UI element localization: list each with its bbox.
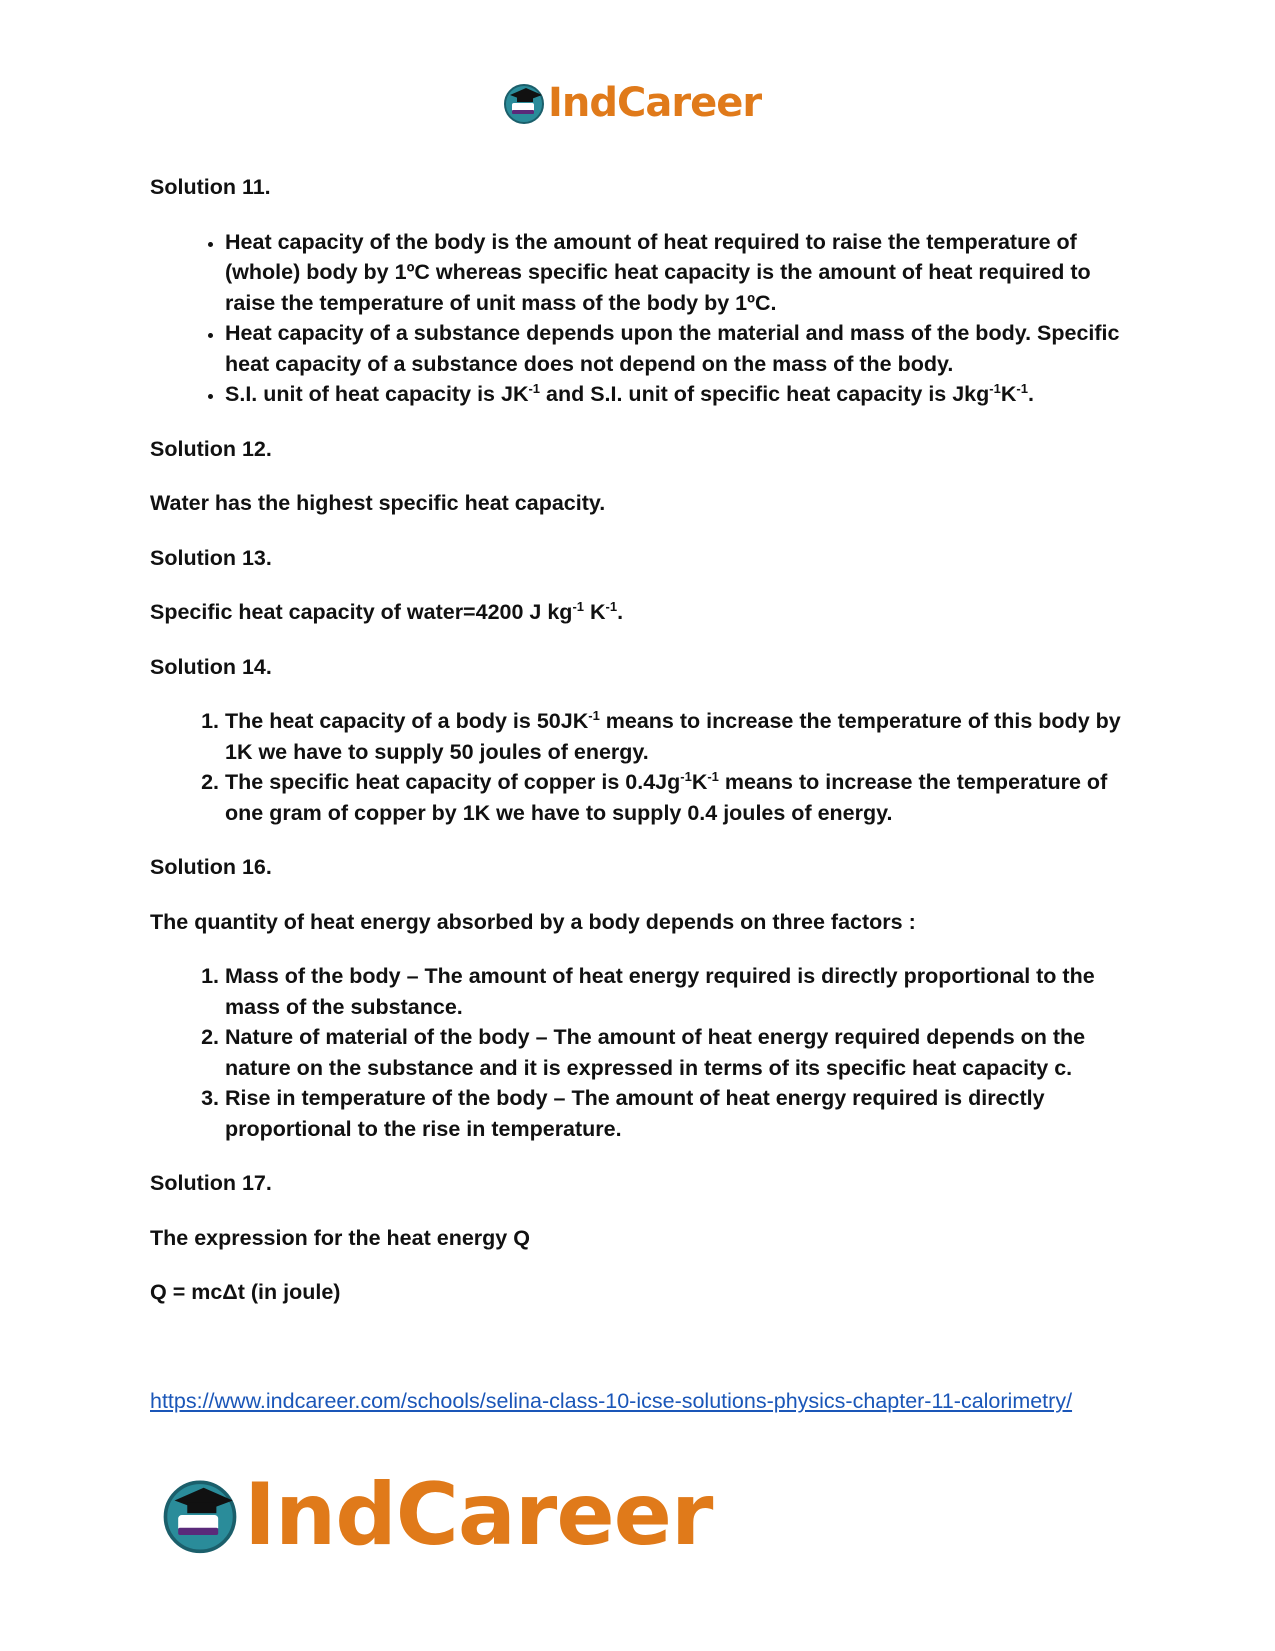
solution-11-list [150, 227, 1125, 410]
solution-12-heading: Solution 12. [150, 436, 272, 461]
source-link[interactable]: https://www.indcareer.com/schools/selina-class-10-icse-solutions-physics-chapter-11-calorimetry/ [150, 1389, 1073, 1413]
list-item-text: The heat capacity of a body is 50JK [225, 709, 589, 733]
solution-16-heading: Solution 16. [150, 855, 272, 879]
footer-logo [160, 1465, 712, 1565]
list-item-text: and S.I. unit of specific heat capacity is Jkg [540, 382, 990, 406]
list-item-text: K [691, 770, 708, 794]
solution-14-list [150, 706, 1125, 828]
list-item: 3. Rise in temperature of the body – The amount of heat energy required is directly proportional to the rise in temperature. [225, 1083, 1125, 1144]
logo-text: IndCareer [244, 1465, 713, 1565]
superscript: -1 [680, 769, 692, 784]
list-item: 1. Mass of the body – The amount of heat energy required is directly proportional to the mass of the substance. [225, 961, 1125, 1022]
list-item-text: K [1000, 382, 1017, 406]
list-item: 2. Nature of material of the body – The amount of heat energy required depends on the nature on the substance and it is expressed in terms of its specific heat capacity c. [225, 1022, 1125, 1083]
solution-12-text: Water has the highest specific heat capacity. [150, 491, 606, 515]
solution-14-heading: Solution 14. [150, 654, 272, 679]
solution-13-heading: Solution 13. [150, 545, 272, 570]
list-item [225, 318, 1125, 379]
text: . [617, 600, 624, 624]
list-item [225, 379, 1125, 410]
list-item [225, 227, 1125, 319]
list-item [225, 706, 1125, 767]
list-item-text: Heat capacity of a substance depends upon the material and mass of the body. Specific heat capacity of a substance does not depend on the mass of the body. [225, 321, 1120, 376]
graduation-cap-book-globe-icon [160, 1475, 240, 1555]
text: K [584, 600, 606, 624]
superscript: -1 [1016, 381, 1028, 396]
solution-17-text: The expression for the heat energy Q [150, 1225, 530, 1250]
document-body [150, 172, 1125, 1332]
list-item-text: means to increase the temperature of this body by 1K we have to supply 50 joules of energy. [225, 709, 1121, 764]
solution-17-formula: Q = mcΔt (in joule) [150, 1280, 341, 1304]
solution-11-heading: Solution 11. [150, 175, 271, 199]
superscript: -1 [989, 381, 1001, 396]
logo-text: IndCareer [548, 80, 762, 126]
superscript: -1 [572, 599, 585, 614]
graduation-cap-book-globe-icon [502, 81, 546, 125]
text: Specific heat capacity of water=4200 J kg [150, 600, 573, 624]
superscript: -1 [605, 599, 618, 614]
solution-16-list [150, 961, 1125, 1144]
list-item-text: The specific heat capacity of copper is 0.4Jg [225, 770, 681, 794]
list-item-text: S.I. unit of heat capacity is JK [225, 382, 529, 406]
superscript: -1 [707, 769, 719, 784]
list-item-text: means to increase the temperature of one gram of copper by 1K we have to supply 0.4 joules of energy. [225, 770, 1108, 825]
superscript: -1 [588, 708, 600, 723]
list-item [225, 767, 1125, 828]
solution-17-heading: Solution 17. [150, 1171, 272, 1195]
header-logo [502, 78, 761, 128]
solution-16-intro: The quantity of heat energy absorbed by a body depends on three factors : [150, 909, 916, 934]
list-item-text: Heat capacity of the body is the amount of heat required to raise the temperature of (whole) body by 1ºC whereas specific heat capacity is the amount of heat required to raise the temperature of unit mass of the body by 1ºC. [225, 229, 1091, 315]
superscript: -1 [528, 381, 541, 396]
solution-13-text [150, 597, 1125, 628]
list-item-text: . [1027, 382, 1034, 406]
